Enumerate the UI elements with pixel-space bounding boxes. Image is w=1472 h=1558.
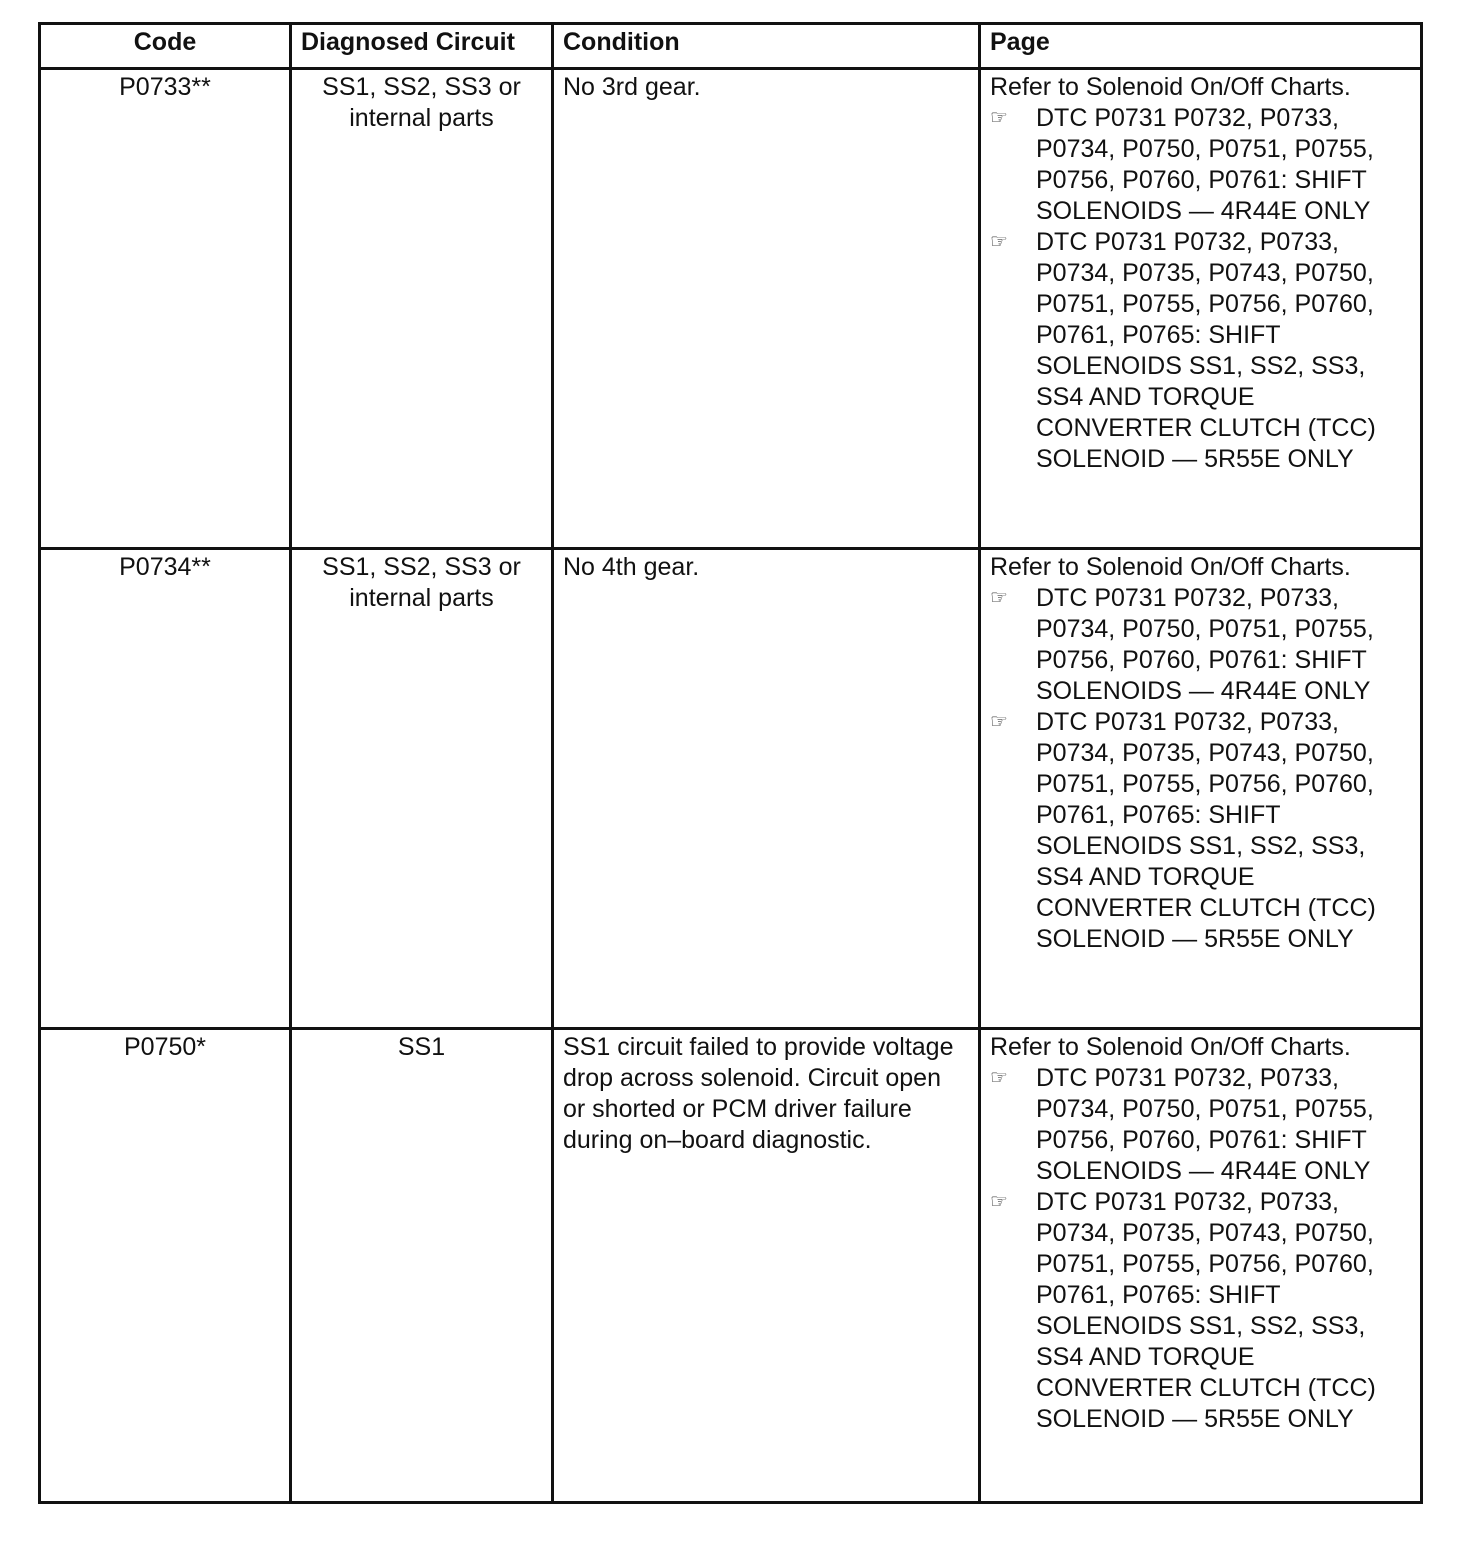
pointing-hand-icon: ☞ [990,1191,1008,1213]
condition-cell: SS1 circuit failed to provide voltage drop across solenoid. Circuit open or shorted or PCM driver failure during on–board diagnostic. [553,1029,980,1503]
table-row [40,1029,1422,1503]
cross-reference-text: DTC P0731 P0732, P0733, P0734, P0735, P0743, P0750, P0751, P0755, P0756, P0760, P0761, P0765: SHIFT SOLENOIDS SS1, SS2, SS3, SS4 AND TORQUE CONVERTER CLUTCH (TCC) SOLENOID — 5R55E ONLY [1036,708,1376,953]
cross-reference-text: DTC P0731 P0732, P0733, P0734, P0750, P0751, P0755, P0756, P0760, P0761: SHIFT SOLENOIDS — 4R44E ONLY [1036,104,1374,225]
pointing-hand-icon: ☞ [990,231,1008,253]
cross-reference [990,583,1408,707]
page-intro: Refer to Solenoid On/Off Charts. [990,1033,1351,1061]
pointing-hand-icon: ☞ [990,711,1008,733]
header-diagnosed-circuit: Diagnosed Circuit [291,24,553,69]
header-code: Code [40,24,291,69]
page-intro: Refer to Solenoid On/Off Charts. [990,553,1351,581]
table-row [40,549,1422,1029]
code-cell: P0734** [40,549,291,1029]
cross-reference [990,707,1408,955]
cross-reference [990,103,1408,227]
cross-reference [990,1187,1408,1435]
header-page: Page [980,24,1422,69]
dtc-table [38,22,1423,1504]
circuit-cell: SS1 [291,1029,553,1503]
page-intro: Refer to Solenoid On/Off Charts. [990,73,1351,101]
pointing-hand-icon: ☞ [990,587,1008,609]
circuit-cell: SS1, SS2, SS3 or internal parts [291,69,553,549]
cross-reference-text: DTC P0731 P0732, P0733, P0734, P0735, P0743, P0750, P0751, P0755, P0756, P0760, P0761, P0765: SHIFT SOLENOIDS SS1, SS2, SS3, SS4 AND TORQUE CONVERTER CLUTCH (TCC) SOLENOID — 5R55E ONLY [1036,1188,1376,1433]
page-cell [980,69,1422,549]
code-cell: P0733** [40,69,291,549]
header-row [40,24,1422,69]
cross-reference-text: DTC P0731 P0732, P0733, P0734, P0750, P0751, P0755, P0756, P0760, P0761: SHIFT SOLENOIDS — 4R44E ONLY [1036,1064,1374,1185]
cross-reference [990,227,1408,475]
cross-reference-text: DTC P0731 P0732, P0733, P0734, P0735, P0743, P0750, P0751, P0755, P0756, P0760, P0761, P0765: SHIFT SOLENOIDS SS1, SS2, SS3, SS4 AND TORQUE CONVERTER CLUTCH (TCC) SOLENOID — 5R55E ONLY [1036,228,1376,473]
cross-reference [990,1063,1408,1187]
page-cell [980,1029,1422,1503]
table-row [40,69,1422,549]
condition-cell: No 3rd gear. [553,69,980,549]
code-cell: P0750* [40,1029,291,1503]
cross-reference-text: DTC P0731 P0732, P0733, P0734, P0750, P0751, P0755, P0756, P0760, P0761: SHIFT SOLENOIDS — 4R44E ONLY [1036,584,1374,705]
circuit-cell: SS1, SS2, SS3 or internal parts [291,549,553,1029]
condition-cell: No 4th gear. [553,549,980,1029]
page-cell [980,549,1422,1029]
pointing-hand-icon: ☞ [990,107,1008,129]
header-condition: Condition [553,24,980,69]
pointing-hand-icon: ☞ [990,1067,1008,1089]
